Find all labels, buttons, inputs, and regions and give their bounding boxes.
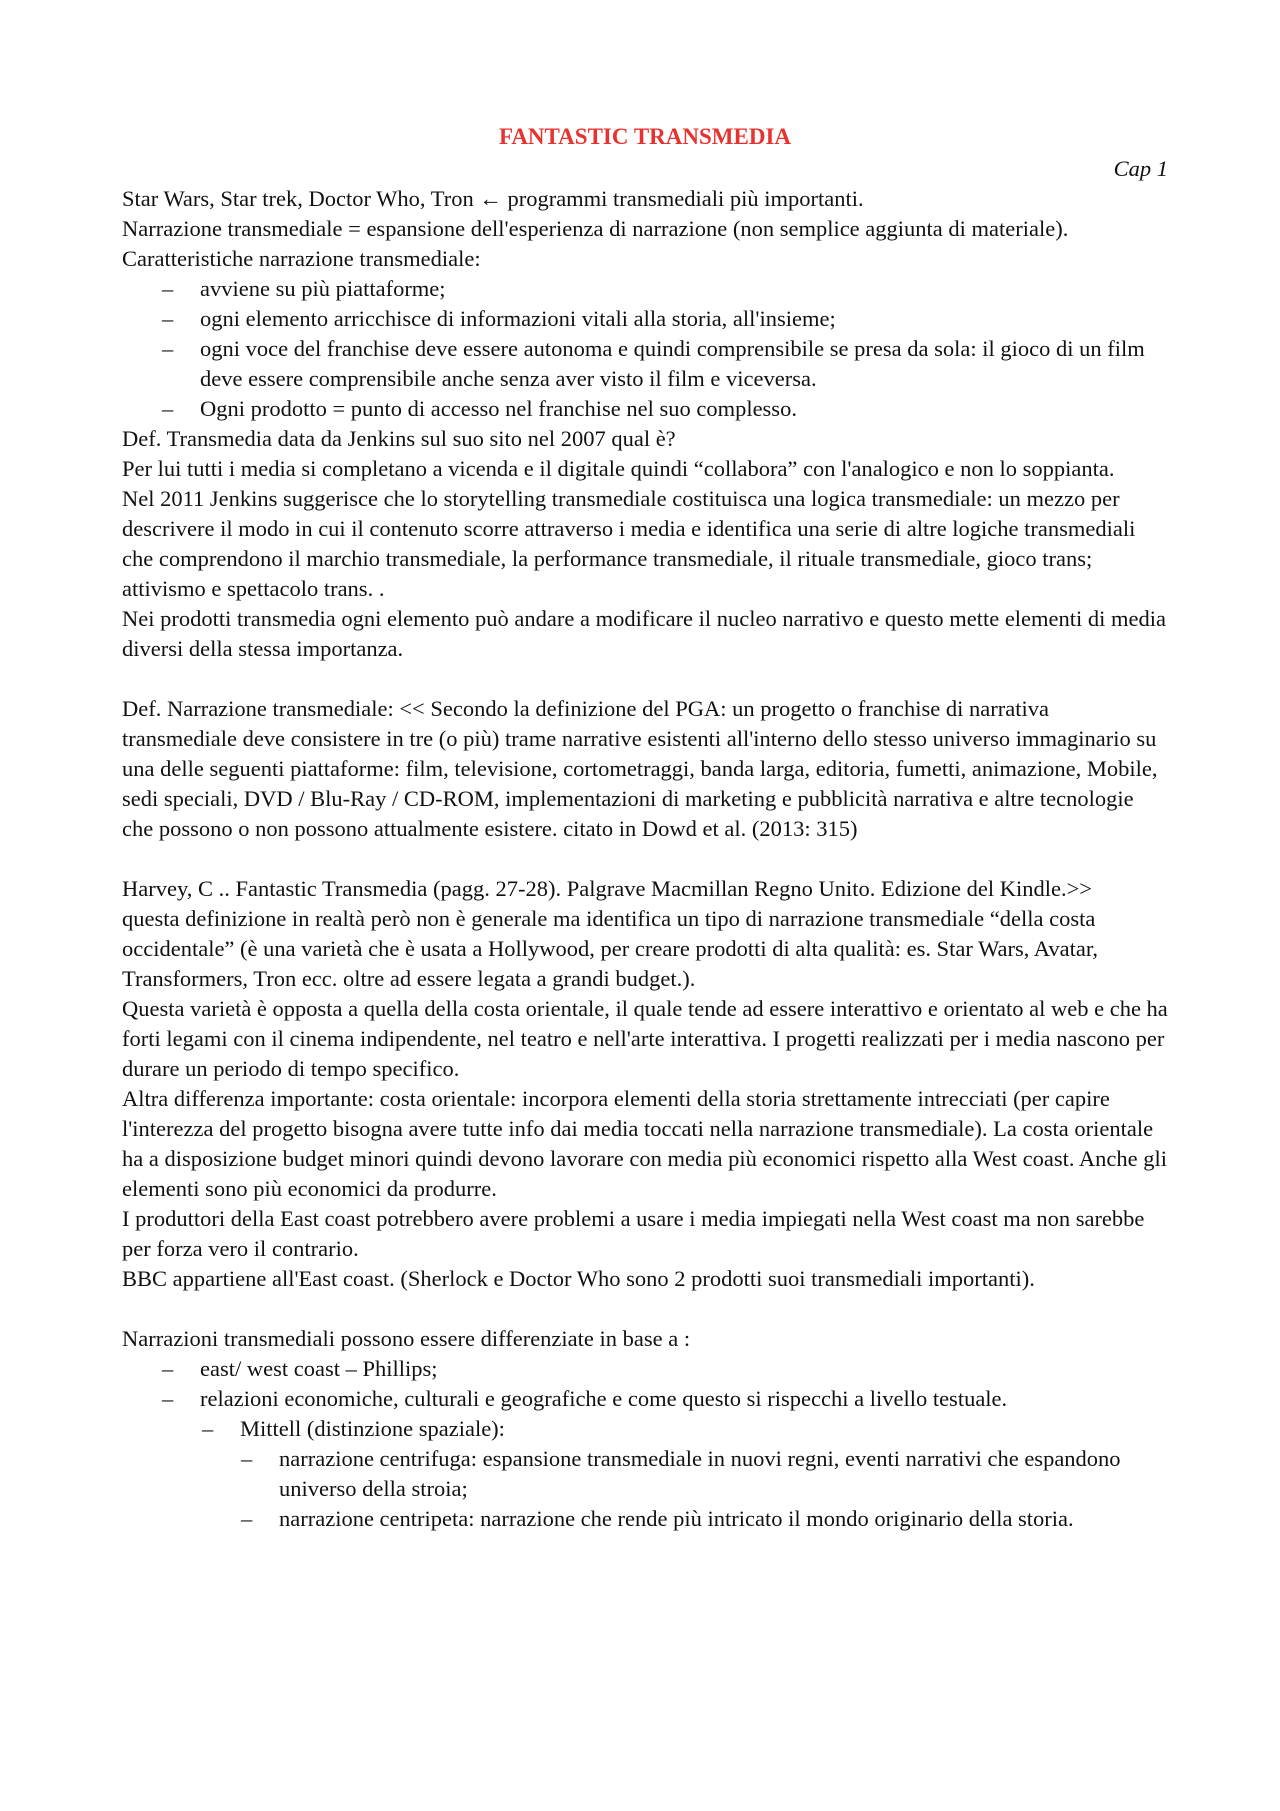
sub-list (122, 1414, 1168, 1444)
paragraph: Def. Narrazione transmediale: << Secondo la definizione del PGA: un progetto o franchise di narrativa transmediale deve consistere in tre (o più) trame narrative esistenti all'interno dello stesso universo immaginario su una delle seguenti piattaforme: film, televisione, cortometraggi, banda larga, editoria, fumetti, animazione, Mobile, sedi speciali, DVD / Blu-Ray / CD-ROM, implementazioni di marketing e pubblicità narrativa e altre tecnologie che possono o non possono attualmente esistere. citato in Dowd et al. (2013: 315) (122, 696, 1158, 841)
list-item: – narrazione centrifuga: espansione transmediale in nuovi regni, eventi narrativi che espandono universo della stroia; (122, 1444, 1168, 1504)
paragraph: Nei prodotti transmedia ogni elemento può andare a modificare il nucleo narrativo e questo mette elementi di media diversi della stessa importanza. (122, 606, 1167, 661)
document-page (122, 122, 1168, 1534)
list-item: – Mittell (distinzione spaziale): (122, 1414, 1168, 1444)
paragraph: Narrazioni transmediali possono essere differenziate in base a : (122, 1326, 691, 1351)
list-item: – relazioni economiche, culturali e geografiche e come questo si rispecchi a livello testuale. (122, 1384, 1168, 1414)
paragraph: I produttori della East coast potrebbero avere problemi a usare i media impiegati nella West coast ma non sarebbe per forza vero il contrario. (122, 1206, 1145, 1261)
blank-line (122, 844, 1168, 874)
paragraph: Def. Transmedia data da Jenkins sul suo sito nel 2007 qual è? (122, 426, 676, 451)
blank-line (122, 664, 1168, 694)
blank-line (122, 1294, 1168, 1324)
sub-sub-list (122, 1444, 1168, 1534)
list-item: – avviene su più piattaforme; (122, 274, 1168, 304)
list-item: – narrazione centripeta: narrazione che rende più intricato il mondo originario della storia. (122, 1504, 1168, 1534)
list-item: – ogni elemento arricchisce di informazioni vitali alla storia, all'insieme; (122, 304, 1168, 334)
paragraph: Nel 2011 Jenkins suggerisce che lo storytelling transmediale costituisca una logica transmediale: un mezzo per descrivere il modo in cui il contenuto scorre attraverso i media e identifica una serie di altre logiche transmediali che comprendono il marchio transmediale, la performance transmediale, il rituale transmediale, gioco trans; attivismo e spettacolo trans. . (122, 486, 1136, 601)
paragraph: Narrazione transmediale = espansione dell'esperienza di narrazione (non semplice aggiunta di materiale). Caratteristiche narrazione transmediale: (122, 216, 1069, 271)
paragraph: Harvey, C .. Fantastic Transmedia (pagg. 27-28). Palgrave Macmillan Regno Unito. Edizione del Kindle.>> (122, 876, 1092, 901)
paragraph: questa definizione in realtà però non è generale ma identifica un tipo di narrazione transmediale “della costa occidentale” (è una varietà che è usata a Hollywood, per creare prodotti di alta qualità: es. Star Wars, Avatar, Transformers, Tron ecc. oltre ad essere legata a grandi budget.). (122, 906, 1099, 991)
paragraph: Questa varietà è opposta a quella della costa orientale, il quale tende ad essere interattivo e orientato al web e che ha forti legami con il cinema indipendente, nel teatro e nell'arte interattiva. I progetti realizzati per i media nascono per durare un periodo di tempo specifico. (122, 996, 1168, 1081)
paragraph: Star Wars, Star trek, Doctor Who, Tron ← programmi transmediali più importanti. (122, 186, 864, 211)
paragraph: BBC appartiene all'East coast. (Sherlock e Doctor Who sono 2 prodotti suoi transmediali importanti). (122, 1266, 1035, 1291)
list-item: – east/ west coast – Phillips; (122, 1354, 1168, 1384)
list-item: – Ogni prodotto = punto di accesso nel franchise nel suo complesso. (122, 394, 1168, 424)
list-item: – ogni voce del franchise deve essere autonoma e quindi comprensibile se presa da sola: il gioco di un film deve essere comprensibile anche senza aver visto il film e viceversa. (122, 334, 1168, 394)
differentiation-list (122, 1354, 1168, 1414)
paragraph: Per lui tutti i media si completano a vicenda e il digitale quindi “collabora” con l'analogico e non lo soppianta. (122, 456, 1115, 481)
chapter-label: Cap 1 (1113, 156, 1168, 181)
characteristics-list (122, 274, 1168, 424)
document-title: FANTASTIC TRANSMEDIA (498, 124, 791, 149)
paragraph: Altra differenza importante: costa orientale: incorpora elementi della storia strettamente intrecciati (per capire l'interezza del progetto bisogna avere tutte info dai media toccati nella narrazione transmediale). La costa orientale ha a disposizione budget minori quindi devono lavorare con media più economici rispetto alla West coast. Anche gli elementi sono più economici da produrre. (122, 1086, 1168, 1201)
